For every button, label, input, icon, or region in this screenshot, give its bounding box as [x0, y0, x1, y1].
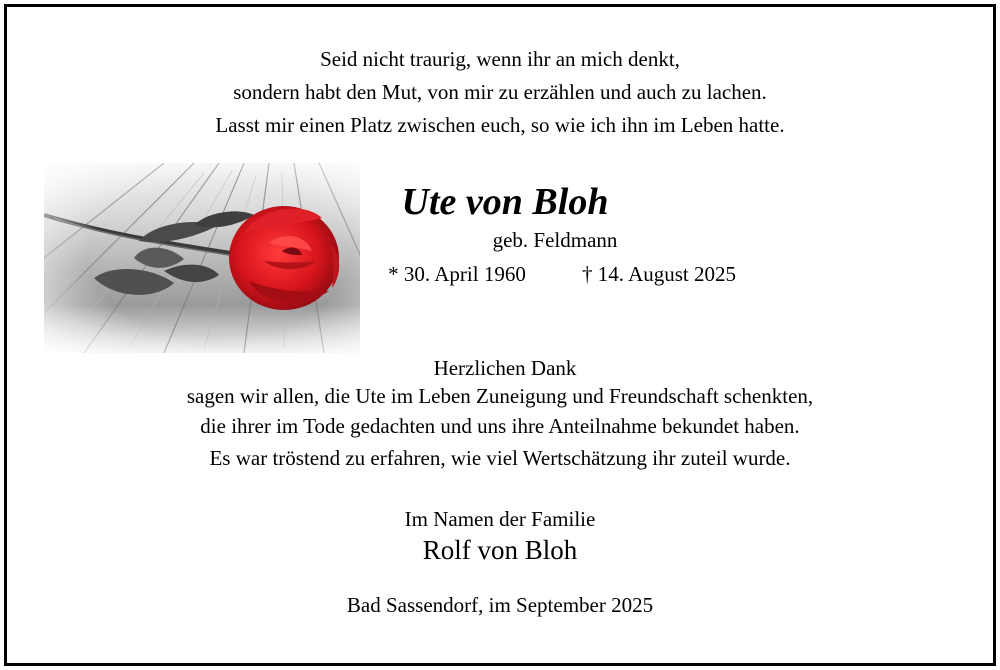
- signature-name: Rolf von Bloh: [422, 535, 578, 565]
- place-date: Bad Sassendorf, im September 2025: [346, 593, 654, 617]
- rose-photo: [44, 163, 360, 353]
- death-date: † 14. August 2025: [581, 262, 736, 286]
- poem-line-1: Seid nicht traurig, wenn ihr an mich denkt,: [320, 47, 680, 71]
- deceased-name: Ute von Bloh: [401, 181, 609, 223]
- thanks-line-1: sagen wir allen, die Ute im Leben Zuneigung und Freundschaft schenkten,: [186, 384, 814, 408]
- thanks-line-2: die ihrer im Tode gedachten und uns ihre Anteilnahme bekundet haben.: [200, 414, 800, 438]
- signature-intro: Im Namen der Familie: [404, 507, 596, 531]
- birth-name: geb. Feldmann: [492, 228, 618, 252]
- poem-line-2: sondern habt den Mut, von mir zu erzählen und auch zu lachen.: [233, 80, 767, 104]
- thanks-heading: Herzlichen Dank: [433, 356, 577, 380]
- poem-line-3: Lasst mir einen Platz zwischen euch, so wie ich ihn im Leben hatte.: [215, 113, 785, 137]
- birth-date: * 30. April 1960: [388, 262, 526, 286]
- thanks-line-3: Es war tröstend zu erfahren, wie viel Wertschätzung ihr zuteil wurde.: [209, 446, 791, 470]
